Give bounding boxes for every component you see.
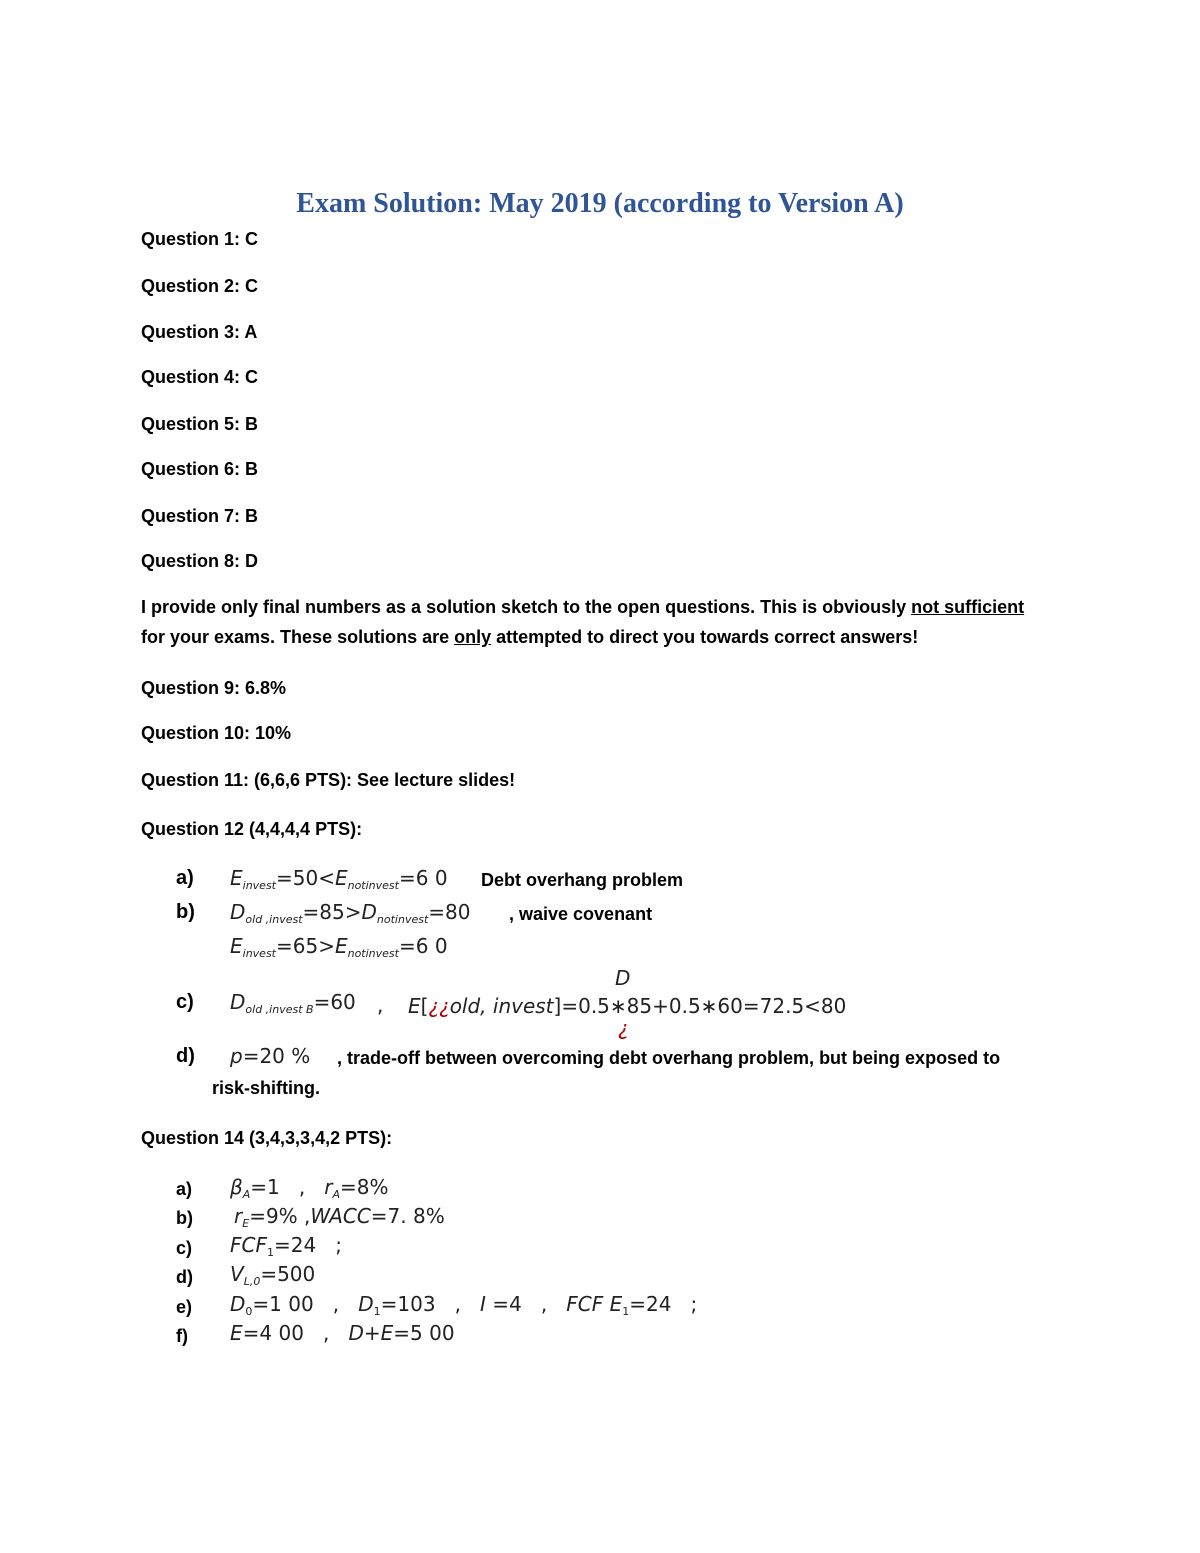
answer-q5: Question 5: B	[141, 414, 259, 434]
q14-heading: Question 14 (3,4,3,3,4,2 PTS):	[141, 1128, 393, 1148]
q14-a-formula: $\beta_A=1$ , $r_A=8\%$	[230, 1175, 389, 1201]
answer-q7: Question 7: B	[141, 506, 259, 526]
q14-f-formula: E=4 00 , D+E=5 00	[230, 1321, 455, 1345]
q14-c-label: c)	[176, 1238, 193, 1258]
q12-c-comma: ,	[377, 993, 384, 1017]
q14-a-label: a)	[176, 1179, 193, 1199]
answer-q10: Question 10: 10%	[141, 723, 292, 743]
note-text: I provide only final numbers as a solution sketch to the open questions. This is obviously	[141, 597, 912, 617]
q12-c-label: c)	[176, 991, 194, 1013]
note-line-1	[141, 597, 1024, 618]
q12-heading: Question 12 (4,4,4,4 PTS):	[141, 819, 363, 839]
answer-q11: Question 11: (6,6,6 PTS): See lecture slides!	[141, 770, 516, 790]
q12-c-formula-2: E[¿¿old, invest]=0.5∗85+0.5∗60=72.5<80	[408, 994, 847, 1018]
q12-c-formula-top: D	[615, 966, 631, 990]
answer-q4: Question 4: C	[141, 367, 259, 387]
answer-q2: Question 2: C	[141, 276, 259, 296]
answer-q8: Question 8: D	[141, 551, 259, 571]
answer-q3: Question 3: A	[141, 322, 258, 342]
note-underline: only	[454, 627, 492, 647]
q12-c-formula-1: $D_{old ,invest B}=60$	[230, 990, 356, 1016]
q14-e-formula: $D_0=1$ 00 , $D_1=103$ , I =4 , FCF $E_1=24$ ;	[230, 1292, 698, 1318]
q12-c-formula-bottom: ¿	[618, 1016, 629, 1040]
q14-e-label: e)	[176, 1297, 193, 1317]
note-underline: not sufficient	[911, 597, 1025, 617]
note-text: for your exams. These solutions are	[141, 627, 455, 647]
answer-q1: Question 1: C	[141, 229, 259, 249]
q12-d-formula: p=20 %	[230, 1044, 311, 1068]
q12-a-label: a)	[176, 867, 194, 889]
q12-d-text: , trade-off between overcoming debt overhang problem, but being exposed to	[337, 1048, 1001, 1068]
q12-a-text: Debt overhang problem	[481, 870, 684, 890]
note-text: attempted to direct you towards correct answers!	[491, 627, 919, 647]
q14-b-formula: $r_E=9\%$ ,WACC=7. 8%	[234, 1204, 445, 1230]
q12-b-label: b)	[176, 901, 195, 923]
q14-c-formula: $FCF_1=24$ ;	[230, 1233, 343, 1259]
q12-b-formula-2: $E_{invest}=65>E_{notinvest}=6$ 0	[230, 934, 448, 960]
note-line-2	[141, 627, 918, 648]
q14-d-label: d)	[176, 1267, 193, 1287]
q12-d-label: d)	[176, 1045, 195, 1067]
q12-d-text-2: risk-shifting.	[212, 1078, 321, 1098]
q12-b-text: , waive covenant	[509, 904, 653, 924]
q12-b-formula-1: $D_{old ,invest}=85>D_{notinvest}=80$	[230, 900, 471, 926]
q12-a-formula: $E_{invest}=50<E_{notinvest}=6$ 0	[230, 866, 448, 892]
page-title: Exam Solution: May 2019 (according to Version A)	[296, 188, 904, 219]
q14-b-label: b)	[176, 1208, 193, 1228]
q14-d-formula: $V_{L,0}=500$	[230, 1262, 316, 1288]
answer-q6: Question 6: B	[141, 459, 259, 479]
answer-q9: Question 9: 6.8%	[141, 678, 287, 698]
q14-f-label: f)	[176, 1326, 188, 1346]
